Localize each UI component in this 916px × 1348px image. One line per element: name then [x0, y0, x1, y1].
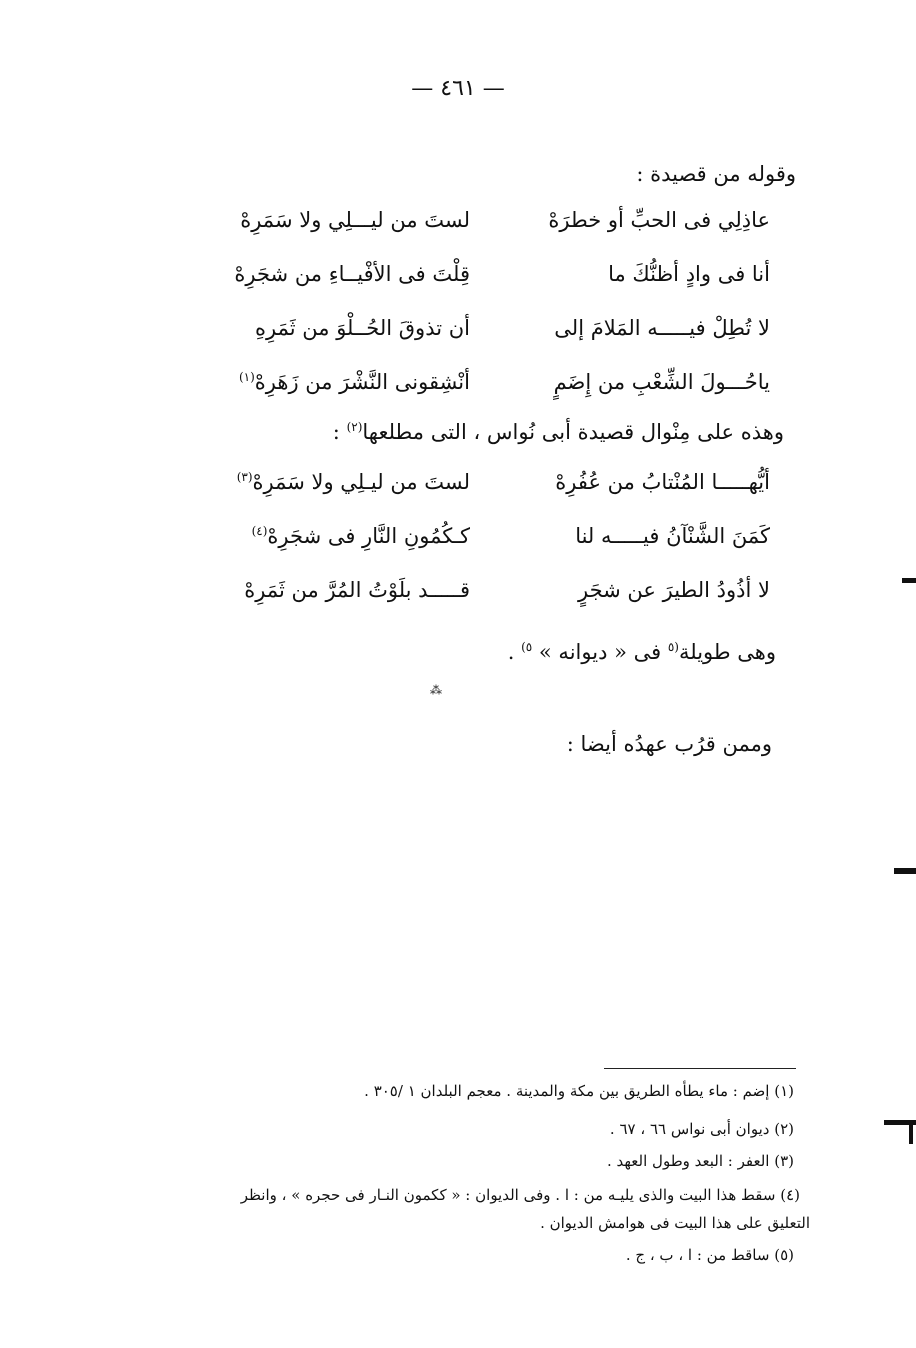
verse-first-hemistich: عاذِلِي فى الحبِّ أو خطرَهْ	[548, 208, 770, 232]
verse-second-hemistich: لستَ من ليـــلِي ولا سَمَرِهْ	[240, 208, 470, 232]
section-separator: ⁂	[430, 683, 442, 697]
verse-text: كـكُمُونِ النَّارِ فى شجَرِهْ	[267, 524, 470, 548]
verse-second-hemistich: قِلْتَ فى الأفْيــاءِ من شجَرِهْ	[234, 262, 470, 286]
verse-first-hemistich: لا تُطِلْ فيـــــه المَلامَ إلى	[554, 316, 770, 340]
verse-row	[150, 470, 770, 518]
intro-line-2	[333, 420, 784, 444]
verse-row	[150, 208, 770, 256]
verse-text: أنْشِقونى النَّشْرَ من زَهَرِهْ	[254, 370, 470, 394]
footnote-continuation: التعليق على هذا البيت فى هوامش الديوان .	[540, 1214, 810, 1232]
verse-first-hemistich: أنا فى وادٍ أظنُّكَ ما	[608, 262, 770, 286]
intro-colon: :	[332, 420, 347, 444]
footnote-marker: (٤)	[251, 524, 268, 538]
verse-second-hemistich	[170, 524, 470, 548]
footnote-marker: (٥	[667, 640, 679, 654]
verse-row	[150, 370, 770, 418]
verse-first-hemistich: ياحُـــولَ الشِّعْبِ من إِضَمٍ	[553, 370, 770, 394]
footnote-marker: ٥)	[521, 640, 533, 654]
verse-second-hemistich: أن تذوقَ الحُــلْوَ من ثَمَرِهِ	[255, 316, 470, 340]
footnote-marker: (٢)	[346, 420, 363, 434]
footnote: (٤) سقط هذا البيت والذى يليـه من : ا . وفى الديوان : « ككمون النـار فى حجره » ، وانظر	[240, 1186, 800, 1204]
verse-row	[150, 316, 770, 364]
verse-first-hemistich: كَمَنَ الشَّنْآنُ فيـــــه لنا	[575, 524, 770, 548]
verse-first-hemistich: أيُّهـــــا المُنْتابُ من عُفُرِهْ	[555, 470, 770, 494]
verse-text: لستَ من ليـلِي ولا سَمَرِهْ	[252, 470, 470, 494]
scan-edge-mark	[894, 868, 916, 874]
verse-second-hemistich	[170, 470, 470, 494]
scan-edge-mark	[902, 578, 916, 583]
verse-second-hemistich: قـــــد بلَوْتُ المُرَّ من ثَمَرِهْ	[244, 578, 470, 602]
verse-row	[150, 578, 770, 626]
scan-edge-mark	[909, 1120, 913, 1144]
intro-text: وهذه على مِنْوال قصيدة أبى نُواس ، التى مطلعها	[362, 420, 784, 444]
remark-text: وهى طويلة	[678, 640, 776, 664]
footnote: (١) إضم : ماء يطأه الطريق بين مكة والمدينة . معجم البلدان ١ /٣٠٥ .	[364, 1082, 794, 1100]
verse-first-hemistich: لا أذُودُ الطيرَ عن شجَرٍ	[578, 578, 770, 602]
footnote-marker: (١)	[238, 370, 255, 384]
footnote: (٥) ساقط من : ا ، ب ، ج .	[625, 1246, 794, 1264]
page-number: — ٤٦١ —	[411, 76, 505, 101]
footnote-rule	[604, 1068, 796, 1069]
verse-second-hemistich	[170, 370, 470, 394]
footnote-marker: (٣)	[236, 470, 253, 484]
footnote: (٣) العفر : البعد وطول العهد .	[606, 1152, 794, 1170]
intro-line-1: وقوله من قصيدة :	[636, 162, 796, 186]
remark-middle: فى « ديوانه »	[532, 640, 668, 664]
verse-row	[150, 262, 770, 310]
remark-end: .	[507, 640, 522, 664]
verse-row	[150, 524, 770, 572]
footnote: (٢) ديوان أبى نواس ٦٦ ، ٦٧ .	[609, 1120, 794, 1138]
remark-line	[508, 640, 776, 664]
intro-line-3: وممن قرُب عهدُه أيضا :	[566, 732, 772, 756]
